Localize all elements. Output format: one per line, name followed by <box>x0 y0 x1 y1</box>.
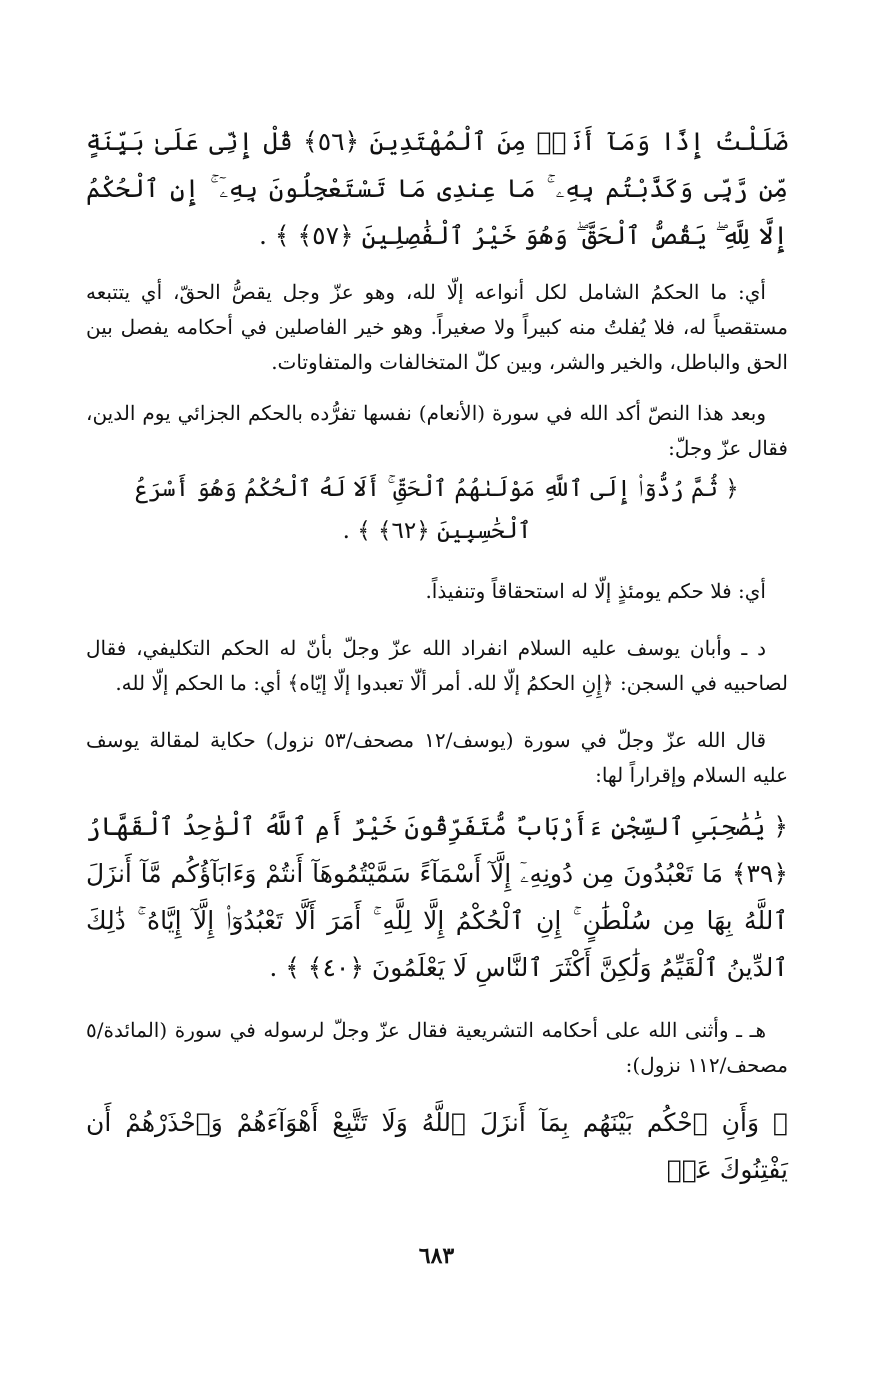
page-body <box>86 118 788 1193</box>
intro-paragraph-yusuf: قال الله عزّ وجلّ في سورة (يوسف/١٢ مصحف/٥٣ نزول) حكاية لمقالة يوسف عليه السلام وإقراراً لها: <box>86 728 788 787</box>
page-number: ٦٨٣ <box>418 1243 455 1269</box>
quran-passage-yusuf-39-40: ﴿ يَٰصَٰحِبَىِ ٱلسِّجْنِ ءَأَرْبَابٌ مُّتَفَرِّقُونَ خَيْرٌ أَمِ ٱللَّهُ ٱلْوَٰحِدُ ٱلْقَهَّارُ ﴿٣٩﴾ مَا تَعْبُدُونَ مِن دُونِهِۦٓ إِلَّآ أَسْمَآءً سَمَّيْتُمُوهَآ أَنتُمْ وَءَابَآؤُكُم مَّآ أَنزَلَ ٱللَّهُ بِهَا مِن سُلْطَٰنٍ ۚ إِنِ ٱلْحُكْمُ إِلَّا لِلَّهِ ۚ أَمَرَ أَلَّا تَعْبُدُوٓا۟ إِلَّآ إِيَّاهُ ۚ ذَٰلِكَ ٱلدِّينُ ٱلْقَيِّمُ وَلَٰكِنَّ أَكْثَرَ ٱلنَّاسِ لَا يَعْلَمُونَ ﴿٤٠﴾ ﴾ . <box>86 812 788 982</box>
quran-passage-maidah: ﴿ وَأَنِ ٱحْكُم بَيْنَهُم بِمَآ أَنزَلَ ٱللَّهُ وَلَا تَتَّبِعْ أَهْوَآءَهُمْ وَٱحْذَرْهُمْ أَن يَفْتِنُوكَ عَنۢ <box>86 1108 788 1184</box>
commentary-paragraph: أي: فلا حكم يومئذٍ إلّا له استحقاقاً وتنفيذاً. <box>425 579 766 603</box>
commentary-paragraph: أي: ما الحكمُ الشامل لكل أنواعه إلّا لله، وهو عزّ وجل يقصُّ الحقّ، أي يتتبعه مستقصياً له، فلا يُفلتُ منه كبيراً ولا صغيراً. وهو خير الفاصلين في أحكامه يفصل بين الحق والباطل، والخير والشر، وبين كلّ المتخالفات والمتفاوتات. <box>86 280 788 374</box>
quran-verse-anam-62: ﴿ ثُمَّ رُدُّوٓا۟ إِلَى ٱللَّهِ مَوْلَىٰهُمُ ٱلْحَقِّ ۚ أَلَا لَهُ ٱلْحُكْمُ وَهُوَ أَسْرَعُ ٱلْحَٰسِبِينَ ﴿٦٢﴾ ﴾ . <box>135 476 739 544</box>
section-dal-paragraph: د ـ وأبان يوسف عليه السلام انفراد الله عزّ وجلّ بأنّ له الحكم التكليفي، فقال لصاحبيه في السجن: ﴿إِنِ الحكمُ إلّا لله. أمر ألّا تعبدوا إلّا إيّاه﴾ أي: ما الحكم إلّا لله. <box>86 636 788 695</box>
section-ha-paragraph: هـ ـ وأثنى الله على أحكامه التشريعية فقال عزّ وجلّ لرسوله في سورة (المائدة/٥ مصحف/١١٢ نزول): <box>86 1018 788 1077</box>
intro-paragraph-anam: وبعد هذا النصّ أكد الله في سورة (الأنعام) نفسها تفرُّده بالحكم الجزائي يوم الدين، فقال عزّ وجلّ: <box>86 401 788 460</box>
quran-passage-anam-56-57: ضَلَلْتُ إِذًا وَمَآ أَنَا۠ مِنَ ٱلْمُهْتَدِينَ ﴿٥٦﴾ قُلْ إِنِّى عَلَىٰ بَيِّنَةٍ مِّن رَّبِّى وَكَذَّبْتُم بِهِۦ ۚ مَا عِندِى مَا تَسْتَعْجِلُونَ بِهِۦٓ ۚ إِنِ ٱلْحُكْمُ إِلَّا لِلَّهِ ۖ يَقُصُّ ٱلْحَقَّ ۖ وَهُوَ خَيْرُ ٱلْفَٰصِلِينَ ﴿٥٧﴾ ﴾ . <box>86 127 788 250</box>
